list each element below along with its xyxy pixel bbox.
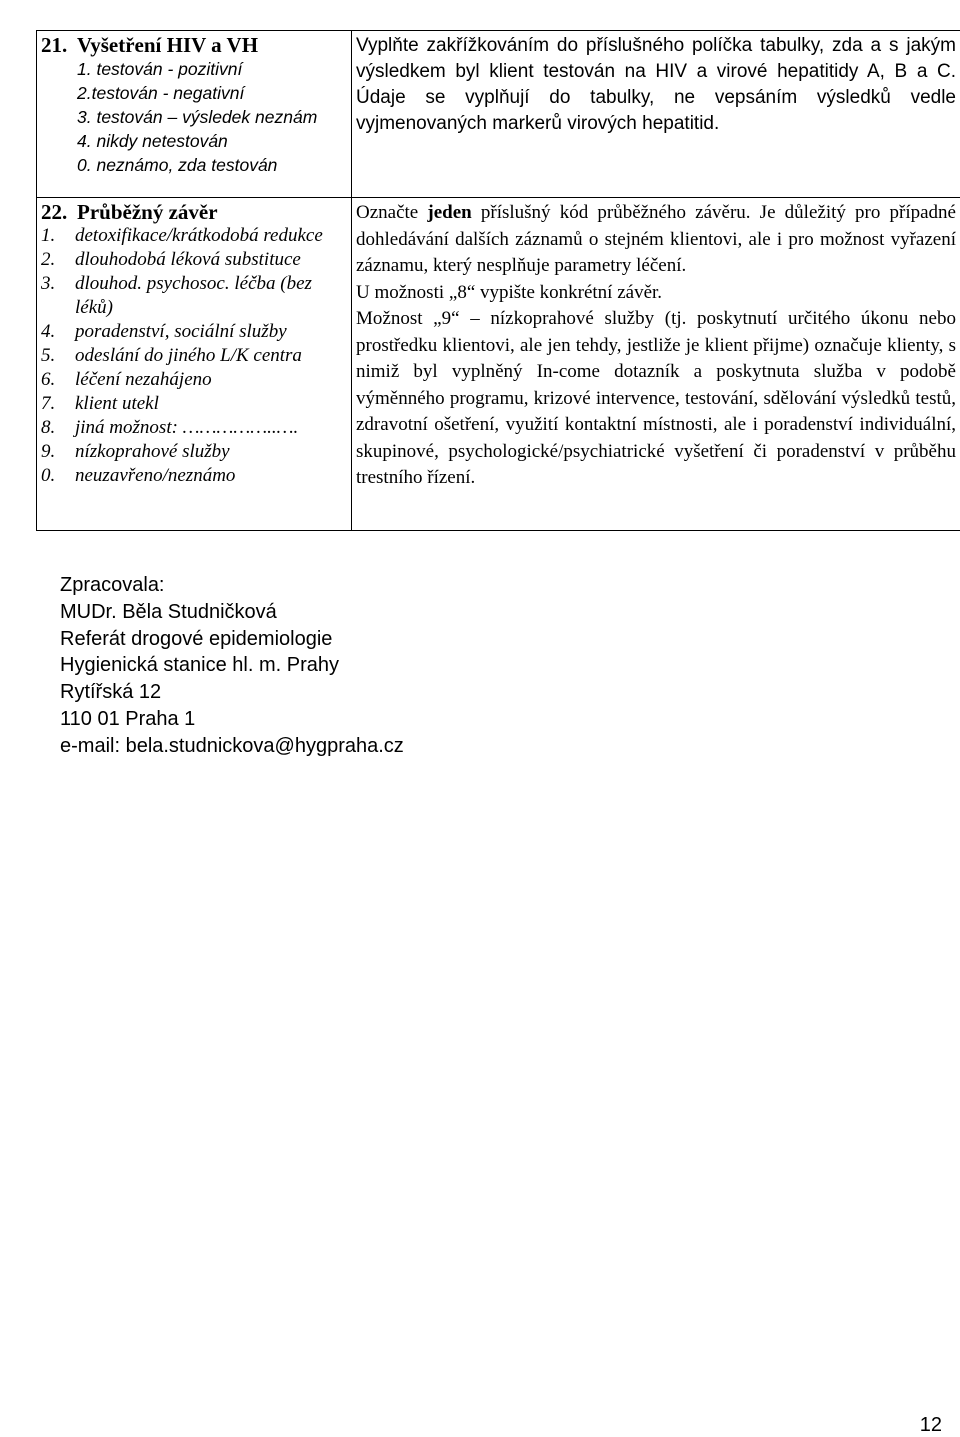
description-paragraph (356, 200, 956, 280)
answer-option-label: poradenství, sociální služby (75, 320, 347, 344)
question-21-description-cell (352, 31, 960, 198)
footer-line: Referát drogové epidemiologie (60, 626, 404, 653)
answer-option-label: nízkoprahové služby (75, 440, 347, 464)
answer-option (41, 248, 347, 272)
question-title: Vyšetření HIV a VH (77, 33, 347, 57)
question-row-22 (37, 198, 960, 531)
question-21-heading (41, 33, 347, 57)
footer-line: Rytířská 12 (60, 679, 404, 706)
question-21-cell (37, 31, 352, 198)
answer-option (41, 464, 347, 488)
question-number: 22. (41, 200, 77, 224)
answer-option (41, 416, 347, 440)
answer-option-label: 0. neznámo, zda testován (77, 153, 347, 177)
question-number: 21. (41, 33, 77, 57)
question-21-description: Vyplňte zakřížkováním do příslušného políčka tabulky, zda a s jakým výsledkem byl klient testován na HIV a virové hepatitidy A, B a C. Údaje se vyplňují do tabulky, ne vepsáním výsledků vedle vyjmenovaných markerů virových hepatitid. (356, 33, 956, 137)
answer-option (41, 392, 347, 416)
answer-option (41, 57, 347, 81)
description-text: Označte (356, 202, 427, 223)
answer-option-code: 2. (41, 248, 75, 272)
answer-option (41, 320, 347, 344)
answer-option-code: 8. (41, 416, 75, 440)
answer-option-code: 3. (41, 272, 75, 320)
footer-email: e-mail: bela.studnickova@hygpraha.cz (60, 733, 404, 760)
description-paragraph: U možnosti „8“ vypište konkrétní závěr. (356, 280, 956, 307)
answer-option-code: 0. (41, 464, 75, 488)
footer-line: 110 01 Praha 1 (60, 706, 404, 733)
author-contact-block (60, 572, 404, 760)
question-22-cell (37, 198, 352, 531)
answer-option-label: 4. nikdy netestován (77, 129, 347, 153)
question-title: Průběžný závěr (77, 200, 347, 224)
answer-options (41, 224, 347, 488)
answer-option-label: dlouhodobá léková substituce (75, 248, 347, 272)
description-paragraph: Možnost „9“ – nízkoprahové služby (tj. poskytnutí určitého úkonu nebo prostředku klientovi, ale jen tehdy, jestliže je klient přijme) označuje klienty, s nimiž byl vyplněný In-come dotazník a poskytnuta služba v podobě výměnného programu, krizové intervence, testování, sdělování výsledků testů, zdravotní ošetření, využití kontaktní místnosti, ale i poradenství individuální, skupinové, psychologické/psychiatrické vyšetření či poradenství v průběhu trestního řízení. (356, 306, 956, 492)
answer-option (41, 105, 347, 129)
question-22-heading (41, 200, 347, 224)
answer-option (41, 224, 347, 248)
questions-table (36, 30, 960, 531)
answer-option (41, 344, 347, 368)
answer-option (41, 368, 347, 392)
answer-option-label: detoxifikace/krátkodobá redukce (75, 224, 347, 248)
answer-option-code: 9. (41, 440, 75, 464)
footer-line: Hygienická stanice hl. m. Prahy (60, 652, 404, 679)
answer-option-label: 1. testován - pozitivní (77, 57, 347, 81)
question-row-21 (37, 31, 960, 198)
answer-option-label: dlouhod. psychosoc. léčba (bez léků) (75, 272, 347, 320)
footer-line: Zpracovala: (60, 572, 404, 599)
answer-option (41, 153, 347, 177)
answer-option-label: léčení nezahájeno (75, 368, 347, 392)
answer-option-code: 1. (41, 224, 75, 248)
question-22-description (356, 200, 956, 492)
answer-option-code: 4. (41, 320, 75, 344)
answer-option (41, 272, 347, 320)
answer-option-code: 6. (41, 368, 75, 392)
answer-option (41, 440, 347, 464)
answer-option-label: 3. testován – výsledek neznám (77, 105, 347, 129)
answer-option-label: klient utekl (75, 392, 347, 416)
description-text: příslušný kód průběžného závěru. Je důležitý pro případné dohledávání dalších záznamů o stejném klientovi, ale i pro možnost vyřazení záznamu, který nesplňuje parametry léčení. (356, 202, 956, 276)
answer-option-label: odeslání do jiného L/K centra (75, 344, 347, 368)
answer-option-label: jiná možnost: ……………..…. (75, 416, 347, 440)
question-22-description-cell (352, 198, 960, 531)
answer-option-label: neuzavřeno/neznámo (75, 464, 347, 488)
answer-options (41, 57, 347, 177)
footer-line: MUDr. Běla Studničková (60, 599, 404, 626)
page-number: 12 (920, 1414, 942, 1437)
answer-option-code: 7. (41, 392, 75, 416)
answer-option (41, 129, 347, 153)
answer-option-code: 5. (41, 344, 75, 368)
answer-option-label: 2.testován - negativní (77, 81, 347, 105)
answer-option (41, 81, 347, 105)
description-emphasis: jeden (427, 202, 471, 223)
